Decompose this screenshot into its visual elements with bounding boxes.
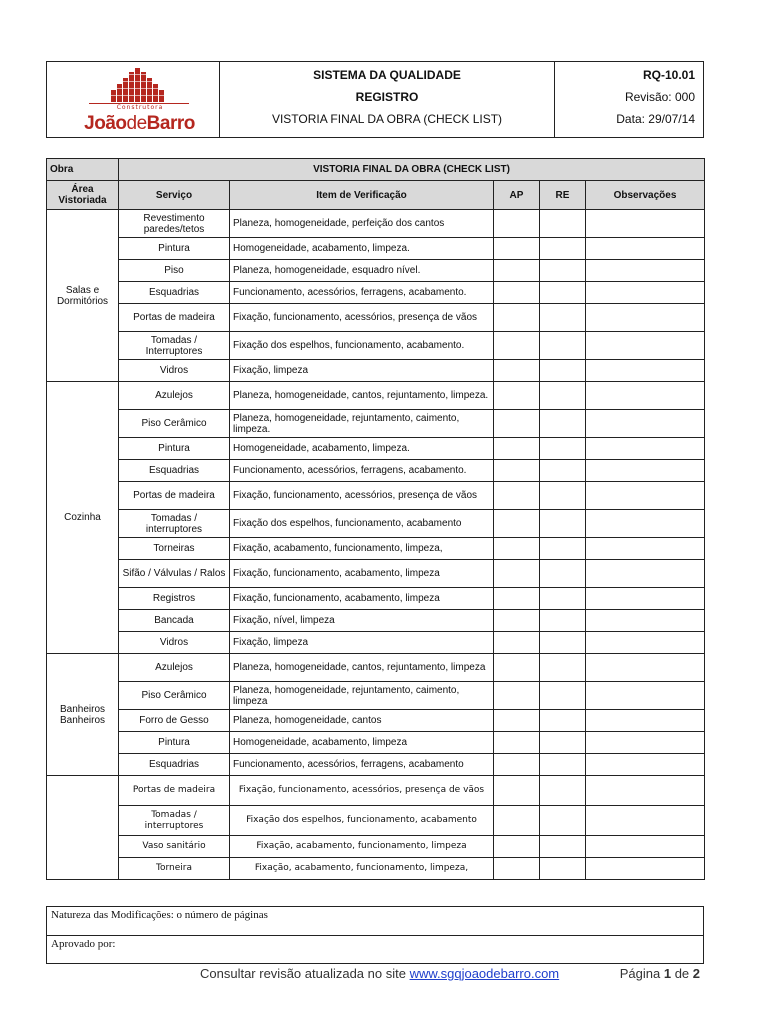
table-row [47, 588, 705, 610]
checklist-table [46, 158, 705, 880]
table-row [47, 610, 705, 632]
site-link[interactable]: www.sgqjoaodebarro.com [409, 966, 560, 981]
table-row [47, 482, 705, 510]
table-row [47, 360, 705, 382]
ap-cell[interactable] [494, 238, 540, 260]
re-cell[interactable] [540, 560, 586, 588]
servico-cell: Piso Cerâmico [119, 410, 230, 438]
observacoes-cell[interactable] [586, 238, 705, 260]
item-verificacao-cell: Funcionamento, acessórios, ferragens, acabamento [230, 754, 494, 776]
observacoes-cell[interactable] [586, 260, 705, 282]
page-number: Página 1 de 2 [619, 966, 700, 981]
item-verificacao-cell: Planeza, homogeneidade, cantos, rejuntamento, limpeza [230, 654, 494, 682]
item-verificacao-cell: Fixação dos espelhos, funcionamento, acabamento [230, 510, 494, 538]
servico-cell: Portas de madeira [119, 304, 230, 332]
observacoes-cell[interactable] [586, 382, 705, 410]
item-verificacao-cell: Planeza, homogeneidade, rejuntamento, caimento, limpeza. [230, 410, 494, 438]
item-verificacao-cell: Fixação, acabamento, funcionamento, limpeza, [230, 538, 494, 560]
servico-cell: Tomadas / Interruptores [119, 332, 230, 360]
re-cell[interactable] [540, 538, 586, 560]
observacoes-cell[interactable] [586, 682, 705, 710]
observacoes-cell[interactable] [586, 210, 705, 238]
observacoes-cell[interactable] [586, 710, 705, 732]
servico-cell: Piso Cerâmico [119, 682, 230, 710]
item-verificacao-cell: Planeza, homogeneidade, rejuntamento, caimento, limpeza [230, 682, 494, 710]
servico-cell: Azulejos [119, 382, 230, 410]
item-verificacao-cell: Homogeneidade, acabamento, limpeza. [230, 238, 494, 260]
servico-cell: Sifão / Válvulas / Ralos [119, 560, 230, 588]
table-row [47, 682, 705, 710]
item-verificacao-cell: Fixação, funcionamento, acabamento, limpeza [230, 588, 494, 610]
servico-cell: Torneira [119, 858, 230, 880]
ap-cell[interactable] [494, 560, 540, 588]
re-cell[interactable] [540, 410, 586, 438]
building-bars-icon [77, 66, 202, 106]
servico-cell: Esquadrias [119, 282, 230, 304]
item-verificacao-cell: Planeza, homogeneidade, esquadro nível. [230, 260, 494, 282]
ap-cell[interactable] [494, 732, 540, 754]
servico-cell: Tomadas / interruptores [119, 510, 230, 538]
consult-text: Consultar revisão atualizada no site [200, 966, 410, 981]
ap-cell[interactable] [494, 776, 540, 806]
re-cell[interactable] [540, 360, 586, 382]
logo-tagline: Construtora [116, 104, 164, 111]
servico-cell: Forro de Gesso [119, 710, 230, 732]
servico-cell: Vidros [119, 360, 230, 382]
ap-cell[interactable] [494, 710, 540, 732]
observacoes-cell[interactable] [586, 482, 705, 510]
table-row [47, 538, 705, 560]
servico-cell: Bancada [119, 610, 230, 632]
observacoes-cell[interactable] [586, 410, 705, 438]
ap-cell[interactable] [494, 510, 540, 538]
observacoes-cell[interactable] [586, 282, 705, 304]
re-cell[interactable] [540, 210, 586, 238]
area-cell [47, 776, 119, 880]
ap-cell[interactable] [494, 858, 540, 880]
logo-cell [47, 62, 220, 137]
ap-cell[interactable] [494, 360, 540, 382]
item-verificacao-cell: Fixação, acabamento, funcionamento, limpeza, [230, 858, 494, 880]
table-row [47, 238, 705, 260]
table-row [47, 260, 705, 282]
table-row [47, 510, 705, 538]
table-row [47, 332, 705, 360]
observacoes-cell[interactable] [586, 460, 705, 482]
re-cell[interactable] [540, 682, 586, 710]
ap-cell[interactable] [494, 538, 540, 560]
servico-cell: Esquadrias [119, 460, 230, 482]
re-cell[interactable] [540, 754, 586, 776]
re-cell[interactable] [540, 654, 586, 682]
ap-cell[interactable] [494, 210, 540, 238]
company-logo [77, 66, 202, 134]
table-row [47, 282, 705, 304]
col-item: Item de Verificação [230, 181, 494, 210]
ap-cell[interactable] [494, 588, 540, 610]
col-servico: Serviço [119, 181, 230, 210]
table-row [47, 858, 705, 880]
re-cell[interactable] [540, 460, 586, 482]
ap-cell[interactable] [494, 304, 540, 332]
table-row [47, 210, 705, 238]
re-cell[interactable] [540, 332, 586, 360]
ap-cell[interactable] [494, 438, 540, 460]
item-verificacao-cell: Fixação dos espelhos, funcionamento, acabamento. [230, 332, 494, 360]
observacoes-cell[interactable] [586, 632, 705, 654]
item-verificacao-cell: Homogeneidade, acabamento, limpeza. [230, 438, 494, 460]
ap-cell[interactable] [494, 610, 540, 632]
obra-label: Obra [47, 159, 119, 181]
table-row [47, 732, 705, 754]
re-cell[interactable] [540, 588, 586, 610]
table-row [47, 710, 705, 732]
observacoes-cell[interactable] [586, 732, 705, 754]
item-verificacao-cell: Fixação dos espelhos, funcionamento, acabamento [230, 806, 494, 836]
re-cell[interactable] [540, 438, 586, 460]
item-verificacao-cell: Funcionamento, acessórios, ferragens, acabamento. [230, 282, 494, 304]
re-cell[interactable] [540, 610, 586, 632]
table-row [47, 632, 705, 654]
re-cell[interactable] [540, 858, 586, 880]
ap-cell[interactable] [494, 754, 540, 776]
area-cell: Salas e Dormitórios [47, 210, 119, 382]
item-verificacao-cell: Planeza, homogeneidade, perfeição dos cantos [230, 210, 494, 238]
col-area: Área Vistoriada [47, 181, 119, 210]
approved-field: Aprovado por: [47, 935, 703, 963]
header-meta [555, 62, 703, 137]
table-title: VISTORIA FINAL DA OBRA (CHECK LIST) [119, 159, 705, 181]
ap-cell[interactable] [494, 806, 540, 836]
servico-cell: Portas de madeira [119, 482, 230, 510]
ap-cell[interactable] [494, 460, 540, 482]
item-verificacao-cell: Fixação, funcionamento, acessórios, presença de vãos [230, 776, 494, 806]
re-cell[interactable] [540, 482, 586, 510]
document-header [46, 61, 704, 138]
table-row [47, 754, 705, 776]
column-header-row [47, 181, 705, 210]
observacoes-cell[interactable] [586, 588, 705, 610]
system-title: SISTEMA DA QUALIDADE [313, 68, 461, 82]
observacoes-cell[interactable] [586, 560, 705, 588]
servico-cell: Vidros [119, 632, 230, 654]
re-cell[interactable] [540, 806, 586, 836]
observacoes-cell[interactable] [586, 754, 705, 776]
ap-cell[interactable] [494, 836, 540, 858]
servico-cell: Pintura [119, 238, 230, 260]
ap-cell[interactable] [494, 654, 540, 682]
table-row [47, 382, 705, 410]
observacoes-cell[interactable] [586, 304, 705, 332]
item-verificacao-cell: Homogeneidade, acabamento, limpeza [230, 732, 494, 754]
re-cell[interactable] [540, 776, 586, 806]
header-titles [220, 62, 555, 137]
re-cell[interactable] [540, 510, 586, 538]
approval-box [46, 906, 704, 964]
servico-cell: Esquadrias [119, 754, 230, 776]
re-cell[interactable] [540, 304, 586, 332]
table-row [47, 438, 705, 460]
re-cell[interactable] [540, 710, 586, 732]
table-row [47, 410, 705, 438]
item-verificacao-cell: Fixação, funcionamento, acessórios, presença de vãos [230, 304, 494, 332]
observacoes-cell[interactable] [586, 836, 705, 858]
observacoes-cell[interactable] [586, 538, 705, 560]
table-row [47, 776, 705, 806]
col-observacoes: Observações [586, 181, 705, 210]
servico-cell: Registros [119, 588, 230, 610]
ap-cell[interactable] [494, 682, 540, 710]
item-verificacao-cell: Planeza, homogeneidade, cantos, rejuntamento, limpeza. [230, 382, 494, 410]
item-verificacao-cell: Fixação, nível, limpeza [230, 610, 494, 632]
item-verificacao-cell: Fixação, limpeza [230, 632, 494, 654]
re-cell[interactable] [540, 836, 586, 858]
area-cell: Banheiros Banheiros [47, 654, 119, 776]
observacoes-cell[interactable] [586, 806, 705, 836]
observacoes-cell[interactable] [586, 360, 705, 382]
table-row [47, 304, 705, 332]
item-verificacao-cell: Fixação, limpeza [230, 360, 494, 382]
col-ap: AP [494, 181, 540, 210]
servico-cell: Tomadas / interruptores [119, 806, 230, 836]
ap-cell[interactable] [494, 382, 540, 410]
ap-cell[interactable] [494, 482, 540, 510]
date-label: Data: 29/07/14 [616, 112, 695, 126]
ap-cell[interactable] [494, 260, 540, 282]
table-row [47, 654, 705, 682]
servico-cell: Revestimento paredes/tetos [119, 210, 230, 238]
re-cell[interactable] [540, 632, 586, 654]
servico-cell: Torneiras [119, 538, 230, 560]
table-row [47, 460, 705, 482]
observacoes-cell[interactable] [586, 438, 705, 460]
document-title: VISTORIA FINAL DA OBRA (CHECK LIST) [271, 112, 503, 126]
servico-cell: Vaso sanitário [119, 836, 230, 858]
servico-cell: Portas de madeira [119, 776, 230, 806]
re-cell[interactable] [540, 382, 586, 410]
observacoes-cell[interactable] [586, 510, 705, 538]
table-row [47, 560, 705, 588]
item-verificacao-cell: Fixação, funcionamento, acessórios, presença de vãos [230, 482, 494, 510]
col-re: RE [540, 181, 586, 210]
re-cell[interactable] [540, 732, 586, 754]
observacoes-cell[interactable] [586, 776, 705, 806]
re-cell[interactable] [540, 260, 586, 282]
re-cell[interactable] [540, 238, 586, 260]
ap-cell[interactable] [494, 632, 540, 654]
ap-cell[interactable] [494, 332, 540, 360]
area-cell: Cozinha [47, 382, 119, 654]
record-type: REGISTRO [355, 90, 419, 104]
item-verificacao-cell: Planeza, homogeneidade, cantos [230, 710, 494, 732]
table-row [47, 806, 705, 836]
ap-cell[interactable] [494, 282, 540, 304]
observacoes-cell[interactable] [586, 858, 705, 880]
observacoes-cell[interactable] [586, 654, 705, 682]
table-row [47, 836, 705, 858]
document-code: RQ-10.01 [642, 68, 695, 82]
observacoes-cell[interactable] [586, 610, 705, 632]
ap-cell[interactable] [494, 410, 540, 438]
servico-cell: Piso [119, 260, 230, 282]
item-verificacao-cell: Funcionamento, acessórios, ferragens, acabamento. [230, 460, 494, 482]
revision-label: Revisão: 000 [624, 90, 695, 104]
item-verificacao-cell: Fixação, funcionamento, acabamento, limpeza [230, 560, 494, 588]
servico-cell: Pintura [119, 732, 230, 754]
re-cell[interactable] [540, 282, 586, 304]
servico-cell: Azulejos [119, 654, 230, 682]
servico-cell: Pintura [119, 438, 230, 460]
observacoes-cell[interactable] [586, 332, 705, 360]
item-verificacao-cell: Fixação, acabamento, funcionamento, limpeza [230, 836, 494, 858]
modifications-field: Natureza das Modificações: o número de páginas [51, 909, 268, 921]
page-footer [200, 966, 700, 981]
logo-wordmark: JoãodeBarro [84, 113, 195, 134]
